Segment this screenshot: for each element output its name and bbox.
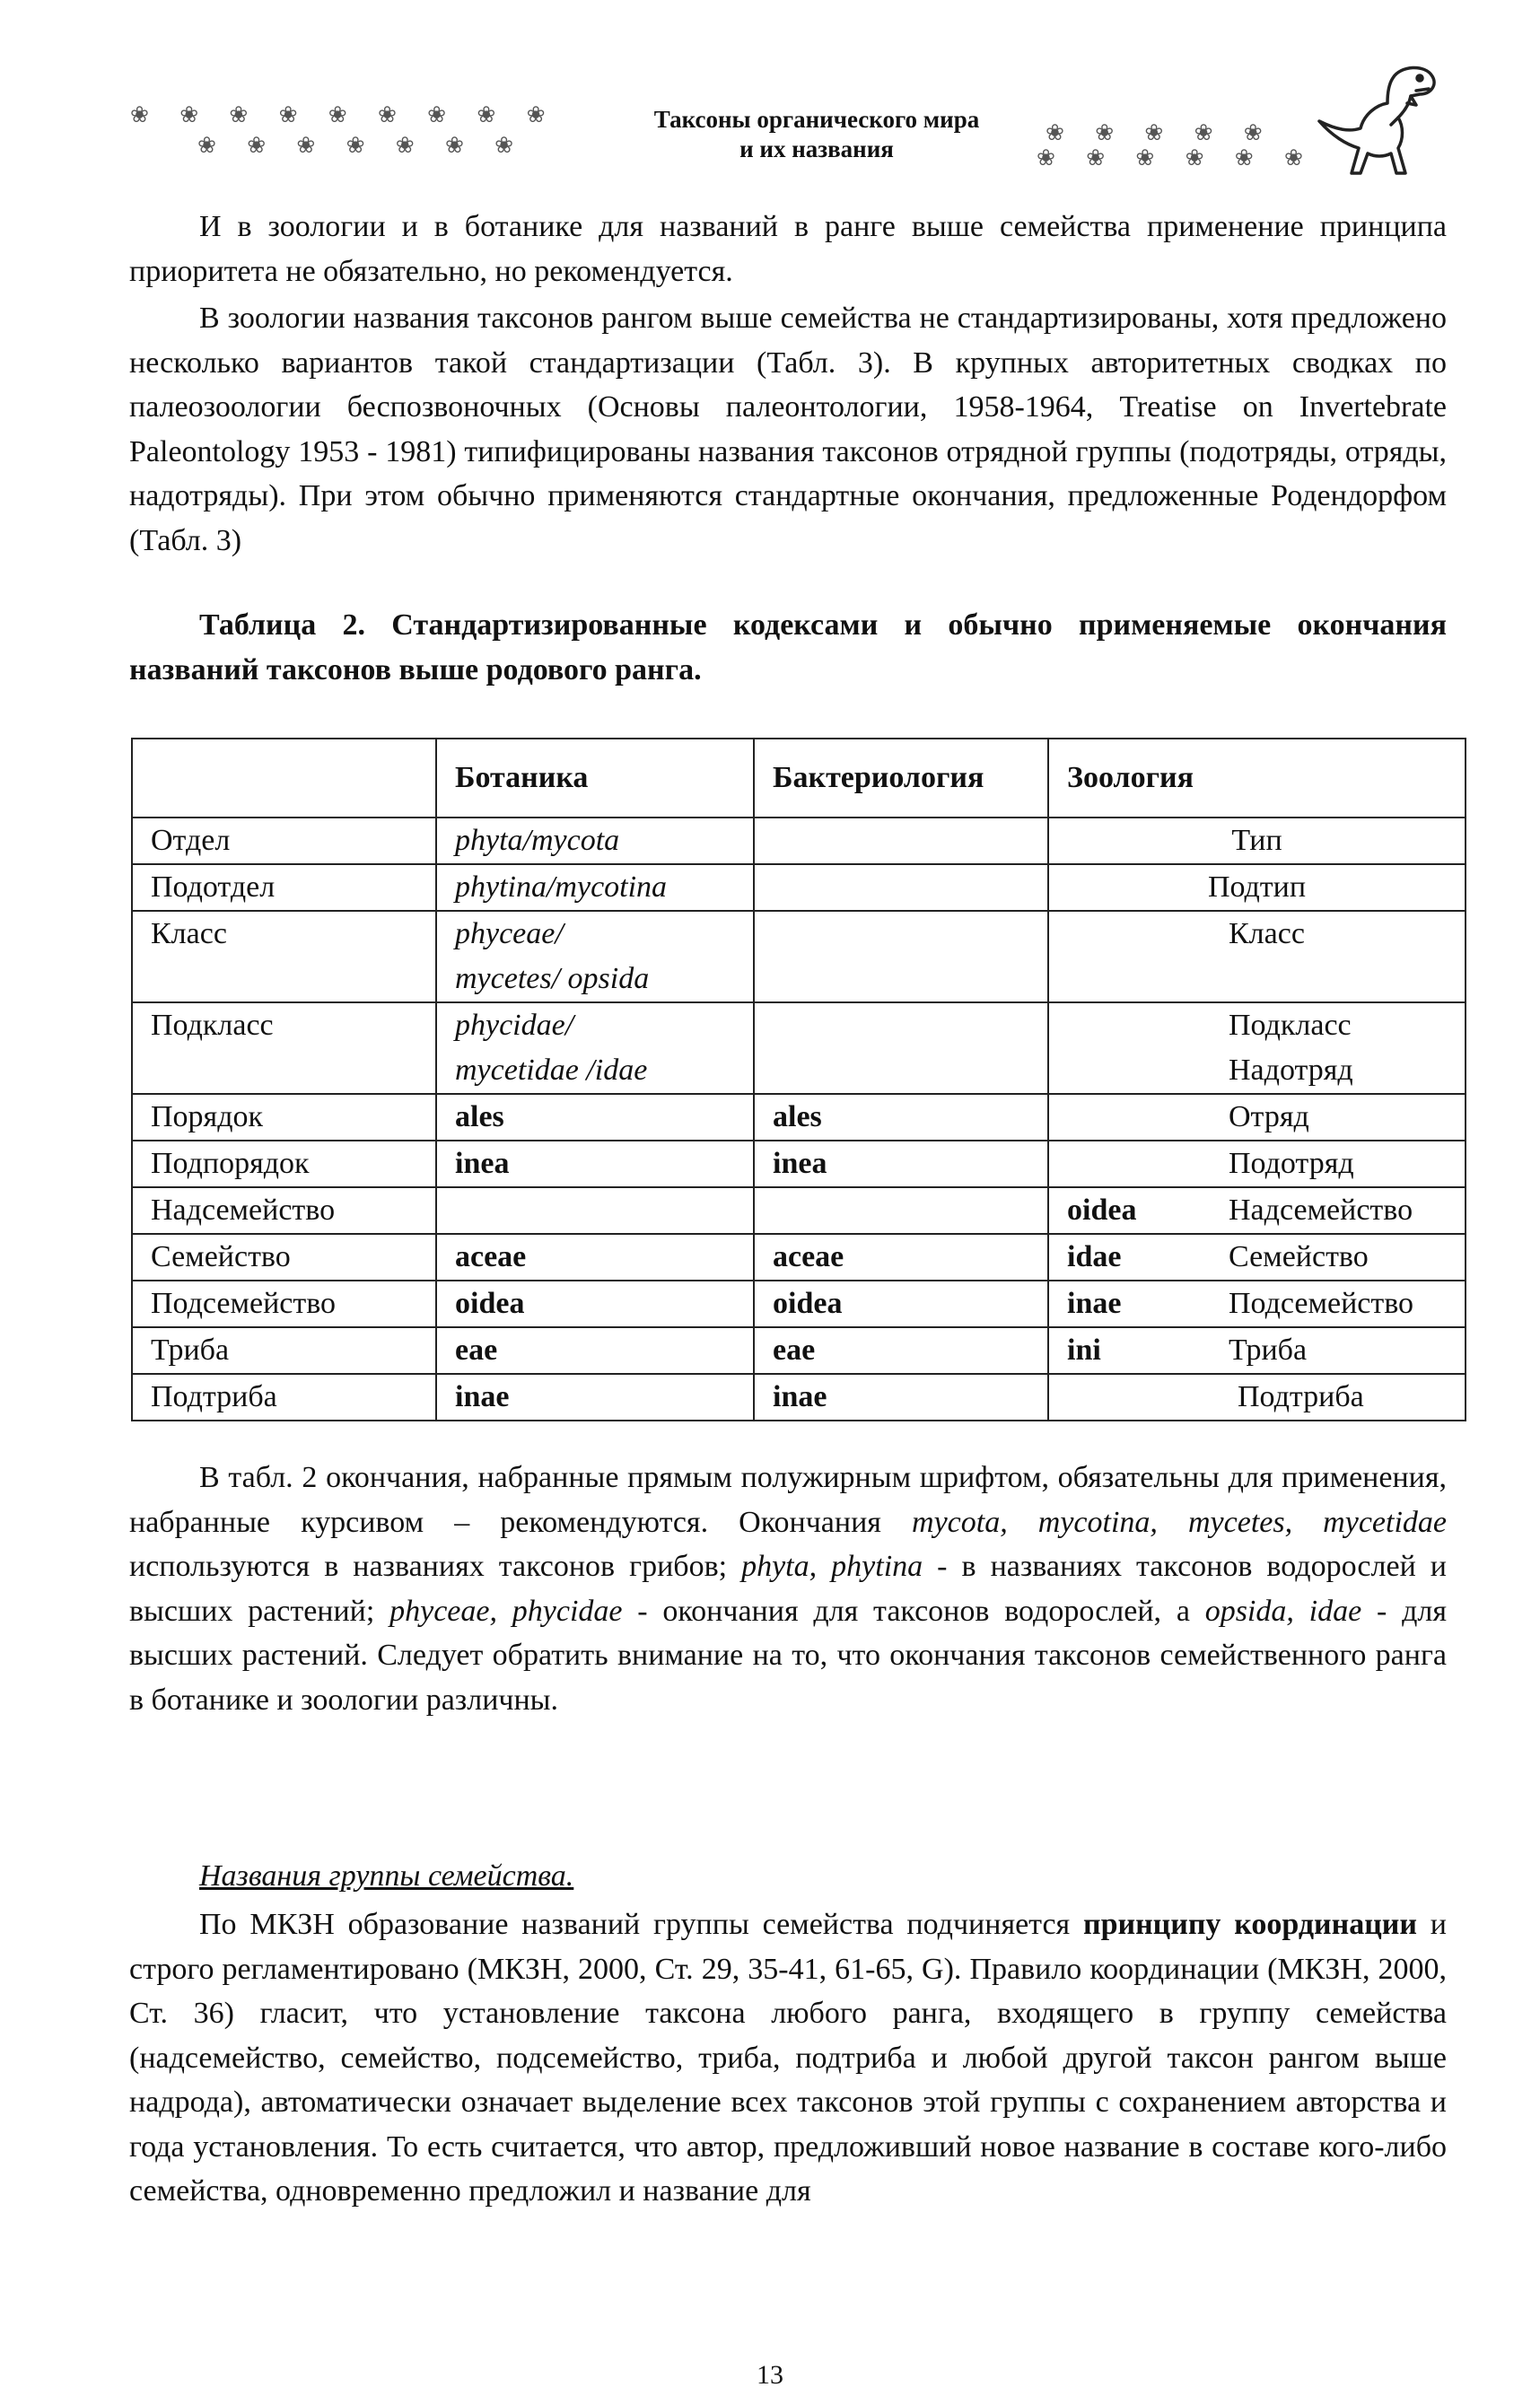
italic-run: phyceae, phycidae bbox=[389, 1594, 623, 1628]
footprints-decoration: ❀ ❀ ❀ ❀ ❀ ❀ bbox=[1037, 146, 1316, 171]
table-row bbox=[132, 1327, 1466, 1374]
dinosaur-icon bbox=[1310, 58, 1445, 184]
header-cell-bacteriology: Бактериология bbox=[754, 739, 1048, 818]
botany-cell bbox=[436, 1002, 754, 1094]
zoology-ending: inae bbox=[1067, 1287, 1122, 1320]
text-run: - в названиях таксонов водорослей и высших растений; bbox=[129, 1550, 1447, 1628]
table-row bbox=[132, 1094, 1466, 1141]
zoology-cell bbox=[1048, 1281, 1466, 1327]
paragraph-4 bbox=[129, 1902, 1447, 2214]
zoology-name-group bbox=[1229, 1003, 1447, 1093]
paragraph-2: В зоологии названия таксонов рангом выше семейства не стандартизированы, хотя предложено несколько вариантов такой стандартизации (Табл. 3). В крупных авторитетных сводках по палеозоологии беспозвоночных (Основы палеонтологии, 1958-1964, Treatise on Invertebrate Paleontology 1953 - 1981) типифицированы названия таксонов отрядной группы (подотряды, отряды, надотряды). При этом обычно применяются стандартные окончания, предложенные Родендорфом (Табл. 3) bbox=[129, 302, 1447, 557]
text-run: По МКЗН образование названий группы семейства подчиняется bbox=[199, 1908, 1083, 1941]
bacteriology-cell bbox=[754, 1187, 1048, 1234]
botany-line: phycidae/ bbox=[455, 1009, 574, 1042]
zoology-name: Подкласс bbox=[1229, 1009, 1352, 1042]
zoology-ending: ini bbox=[1067, 1334, 1101, 1367]
table-row bbox=[132, 1374, 1466, 1421]
botany-cell bbox=[436, 911, 754, 1002]
botany-cell: eae bbox=[436, 1327, 754, 1374]
zoology-cell bbox=[1048, 818, 1466, 864]
zoology-cell bbox=[1048, 1002, 1466, 1094]
rank-cell: Класс bbox=[132, 911, 436, 1002]
zoology-ending bbox=[1067, 1003, 1229, 1093]
text-run: В табл. 2 окончания, набранные прямым полужирным шрифтом, обязательны для применения, набранные курсивом – рекомендуются. Окончания bbox=[129, 1461, 1447, 1539]
rank-cell: Триба bbox=[132, 1327, 436, 1374]
rank-cell: Подтриба bbox=[132, 1374, 436, 1421]
zoology-ending bbox=[1067, 1375, 1229, 1420]
paragraph-3 bbox=[129, 1456, 1447, 1722]
zoology-cell bbox=[1048, 864, 1466, 911]
zoology-cell bbox=[1048, 1094, 1466, 1141]
botany-line: phyceae/ bbox=[455, 917, 564, 950]
paragraph-1: И в зоологии и в ботанике для названий в ранге выше семейства применение принципа приоритета не обязательно, но рекомендуется. bbox=[129, 210, 1447, 288]
page-header bbox=[126, 49, 1454, 179]
header-cell-botany: Ботаника bbox=[436, 739, 754, 818]
zoology-ending bbox=[1067, 1095, 1229, 1140]
zoology-name: Подтриба bbox=[1238, 1380, 1364, 1413]
header-cell-empty bbox=[132, 739, 436, 818]
botany-cell: ales bbox=[436, 1094, 754, 1141]
zoology-ending bbox=[1067, 1141, 1229, 1186]
zoology-name: Надсемейство bbox=[1229, 1194, 1413, 1227]
rank-cell: Подпорядок bbox=[132, 1141, 436, 1187]
text-run: и строго регламентировано (МКЗН, 2000, Ст. 29, 35-41, 61-65, G). Правило координации (МКЗН, 2000, Ст. 36) гласит, что установление таксона любого ранга, входящего в группу семейства (надсемейство, семейство, подсемейство, триба, подтриба и любой другой таксон рангом выше надрода), автоматически означает выделение всех таксонов этой группы с сохранением авторства и года установления. То есть считается, что автор, предложивший новое название в составе кого-либо семейства, одновременно предложил и название для bbox=[129, 1908, 1447, 2208]
botany-cell: phyta/mycota bbox=[436, 818, 754, 864]
running-title-line: и их названия bbox=[739, 136, 894, 162]
zoology-ending: idae bbox=[1067, 1240, 1122, 1273]
botany-cell: phytina/mycotina bbox=[436, 864, 754, 911]
botany-line: mycetidae /idae bbox=[455, 1054, 648, 1087]
table-row bbox=[132, 1002, 1466, 1094]
italic-run: mycota, mycotina, mycetes, mycetidae bbox=[912, 1505, 1447, 1539]
bold-run: принципу координации bbox=[1082, 1908, 1417, 1941]
zoology-name: Подтип bbox=[1207, 870, 1307, 904]
footprints-decoration: ❀ ❀ ❀ ❀ ❀ ❀ ❀ ❀ ❀ bbox=[130, 103, 558, 127]
zoology-name: Отряд bbox=[1229, 1100, 1309, 1133]
bacteriology-cell: aceae bbox=[754, 1234, 1048, 1281]
header-cell-zoology: Зоология bbox=[1048, 739, 1466, 818]
rank-cell: Подкласс bbox=[132, 1002, 436, 1094]
bacteriology-cell: eae bbox=[754, 1327, 1048, 1374]
botany-line: mycetes/ opsida bbox=[455, 962, 650, 995]
running-title bbox=[583, 105, 1050, 164]
bacteriology-cell bbox=[754, 1002, 1048, 1094]
section-heading: Названия группы семейства. bbox=[199, 1859, 574, 1893]
zoology-ending bbox=[1067, 912, 1229, 957]
bacteriology-cell bbox=[754, 911, 1048, 1002]
table-row bbox=[132, 1234, 1466, 1281]
bacteriology-cell bbox=[754, 864, 1048, 911]
botany-cell bbox=[436, 1187, 754, 1234]
bacteriology-cell: ales bbox=[754, 1094, 1048, 1141]
botany-cell: inea bbox=[436, 1141, 754, 1187]
zoology-cell bbox=[1048, 911, 1466, 1002]
botany-cell: inae bbox=[436, 1374, 754, 1421]
italic-run: phyta, phytina bbox=[741, 1550, 923, 1583]
zoology-cell bbox=[1048, 1327, 1466, 1374]
bacteriology-cell: oidea bbox=[754, 1281, 1048, 1327]
zoology-cell bbox=[1048, 1374, 1466, 1421]
zoology-name: Семейство bbox=[1229, 1240, 1369, 1273]
footprints-decoration: ❀ ❀ ❀ ❀ ❀ bbox=[1046, 121, 1275, 145]
table-row bbox=[132, 911, 1466, 1002]
zoology-cell bbox=[1048, 1141, 1466, 1187]
zoology-name: Надотряд bbox=[1229, 1054, 1353, 1087]
zoology-name: Тип bbox=[1231, 824, 1282, 857]
text-run: - окончания для таксонов водорослей, а bbox=[622, 1594, 1205, 1628]
bacteriology-cell bbox=[754, 818, 1048, 864]
rank-cell: Семейство bbox=[132, 1234, 436, 1281]
rank-cell: Отдел bbox=[132, 818, 436, 864]
table-row bbox=[132, 818, 1466, 864]
zoology-name: Подсемейство bbox=[1229, 1287, 1414, 1320]
page-number: 13 bbox=[757, 2360, 783, 2390]
text-run: используются в названиях таксонов грибов; bbox=[129, 1550, 742, 1583]
table-header-row bbox=[132, 739, 1466, 818]
zoology-cell bbox=[1048, 1234, 1466, 1281]
rank-cell: Подотдел bbox=[132, 864, 436, 911]
running-title-line: Таксоны органического мира bbox=[653, 106, 980, 133]
botany-cell: oidea bbox=[436, 1281, 754, 1327]
bacteriology-cell: inae bbox=[754, 1374, 1048, 1421]
bacteriology-cell: inea bbox=[754, 1141, 1048, 1187]
botany-cell: aceae bbox=[436, 1234, 754, 1281]
table-row bbox=[132, 1281, 1466, 1327]
rank-cell: Порядок bbox=[132, 1094, 436, 1141]
rank-cell: Подсемейство bbox=[132, 1281, 436, 1327]
table-caption: Таблица 2. Стандартизированные кодексами и обычно применяемые окончания названий таксонов выше родового ранга. bbox=[129, 608, 1447, 686]
footprints-decoration: ❀ ❀ ❀ ❀ ❀ ❀ ❀ bbox=[197, 134, 527, 158]
rank-cell: Надсемейство bbox=[132, 1187, 436, 1234]
endings-table bbox=[131, 738, 1466, 1421]
italic-run: opsida, idae bbox=[1204, 1594, 1362, 1628]
table-row bbox=[132, 1141, 1466, 1187]
text-run: - для высших растений. Следует обратить внимание на то, что окончания таксонов семейственного ранга в ботанике и зоологии различны. bbox=[129, 1594, 1447, 1717]
zoology-name: Триба bbox=[1229, 1334, 1308, 1367]
zoology-ending: oidea bbox=[1067, 1194, 1137, 1227]
table-row bbox=[132, 1187, 1466, 1234]
table-row bbox=[132, 864, 1466, 911]
zoology-name: Подотряд bbox=[1229, 1147, 1354, 1180]
zoology-name: Класс bbox=[1229, 917, 1305, 950]
zoology-cell bbox=[1048, 1187, 1466, 1234]
